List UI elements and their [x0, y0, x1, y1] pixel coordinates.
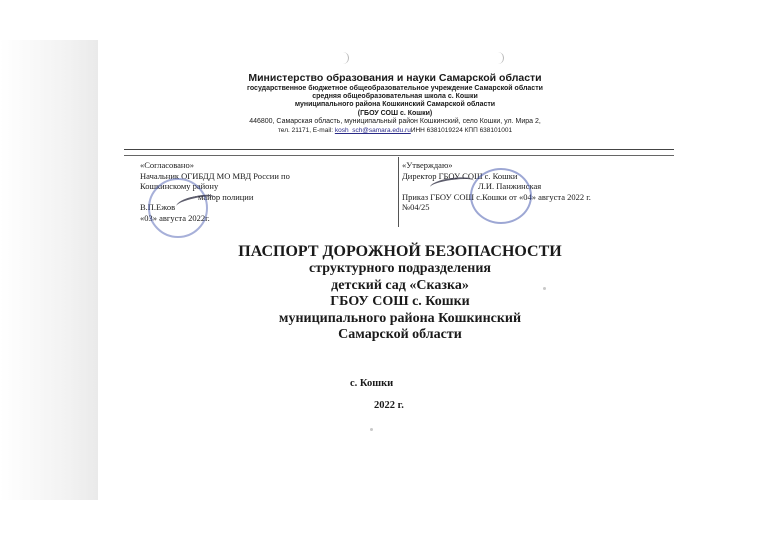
city-label: с. Кошки	[350, 378, 394, 389]
header-rule	[124, 149, 674, 150]
email-link[interactable]: kosh_sch@samara.edu.ru	[334, 126, 411, 134]
agreed-district: Кошкинскому району	[140, 181, 219, 191]
school-full-name: государственное бюджетное общеобразовательное учреждение Самарской области	[247, 84, 543, 92]
school-contacts	[200, 127, 590, 135]
school-address: 446800, Самарская область, муниципальный район Кошкинский, село Кошки, ул. Мира 2,	[249, 118, 541, 126]
punch-mark	[495, 52, 504, 64]
school-abbrev: (ГБОУ СОШ с. Кошки)	[357, 109, 433, 117]
title-line-5: Самарской области	[338, 327, 462, 342]
agreed-label: «Согласовано»	[140, 160, 194, 170]
school-stamp	[470, 168, 532, 224]
school-short-name: средняя общеобразовательная школа с. Кошки	[312, 92, 478, 100]
agreed-rank: майор полиции	[198, 191, 254, 202]
agreed-date: «03» августа 2022г.	[140, 212, 210, 223]
title-line-1: структурного подразделения	[309, 261, 491, 276]
tax-ids: ИНН 6381019224 КПП 638101001	[410, 126, 513, 134]
punch-mark	[340, 52, 349, 64]
school-district: муниципального района Кошкинский Самарской области	[294, 101, 496, 109]
agreed-name: В.П.Ежов	[140, 202, 176, 212]
approved-order-number: №04/25	[402, 202, 430, 212]
scan-speck	[370, 428, 373, 431]
approved-name: Л.И. Панжинская	[478, 181, 542, 191]
approved-label: «Утверждаю»	[402, 160, 453, 170]
title-main: ПАСПОРТ ДОРОЖНОЙ БЕЗОПАСНОСТИ	[238, 243, 562, 260]
title-line-4: муниципального района Кошкинский	[278, 310, 522, 326]
agreed-position: Начальник ОГИБДД МО МВД России по	[140, 170, 290, 181]
phone-text: тел. 21171, E-mail:	[277, 126, 334, 134]
ministry-name: Министерство образования и науки Самарской области	[248, 72, 542, 84]
approved-position: Директор ГБОУ СОШ с. Кошки	[402, 170, 518, 181]
title-line-2: детский сад «Сказка»	[331, 277, 469, 293]
approved-order: Приказ ГБОУ СОШ с.Кошки от «04» августа 2022 г.	[402, 191, 591, 202]
header-rule-thin	[124, 155, 674, 156]
scan-shadow	[0, 40, 98, 500]
scan-speck	[543, 287, 546, 290]
letterhead	[200, 72, 590, 134]
column-divider	[398, 157, 399, 227]
title-line-3: ГБОУ СОШ с. Кошки	[330, 294, 470, 309]
document-title	[200, 242, 600, 344]
year-label: 2022 г.	[374, 400, 404, 411]
